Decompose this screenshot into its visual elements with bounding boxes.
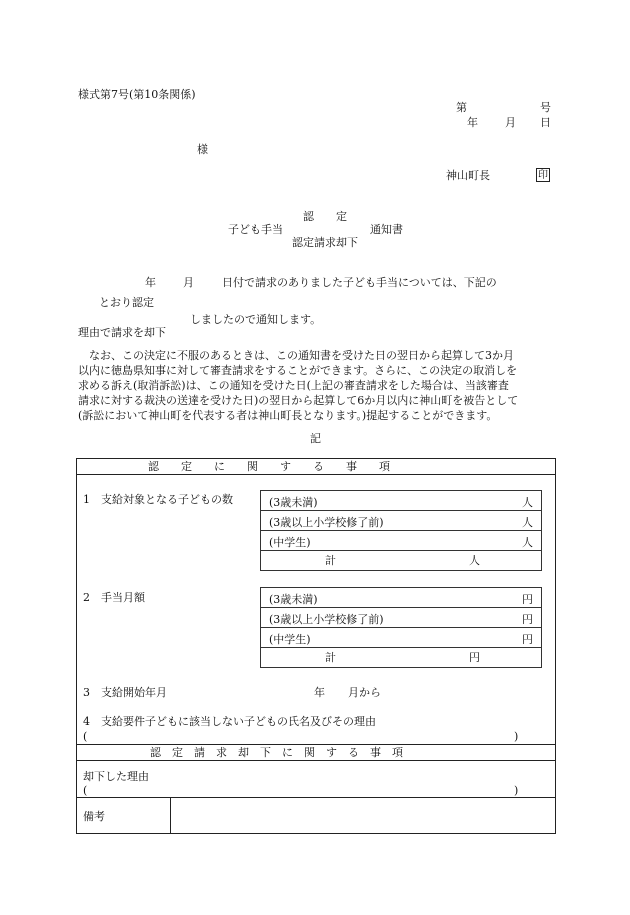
item1-row-junior-high	[260, 530, 542, 550]
number-prefix: 第	[456, 101, 467, 114]
divider	[76, 760, 556, 761]
item2-label: 2 手当月額	[83, 591, 145, 604]
item2-row-junior-high	[260, 627, 542, 647]
total-unit: 人	[469, 554, 480, 567]
title-option-approved: 認 定	[303, 210, 347, 223]
item1-row-under3	[260, 490, 542, 510]
remarks-label: 備考	[83, 810, 105, 823]
date-year: 年	[467, 116, 478, 129]
form-id: 様式第7号(第10条関係)	[78, 88, 196, 101]
notice-line-1: なお、この決定に不服のあるときは、この通知書を受けた日の翌日から起算して3か月	[78, 349, 514, 362]
addressee-suffix: 様	[197, 143, 208, 156]
notice-line-2: 以内に徳島県知事に対して審査請求をすることができます。さらに、この決定の取消しを	[78, 364, 518, 377]
ki-heading: 記	[310, 432, 321, 445]
title-prefix: 子ども手当	[228, 223, 283, 236]
divider	[76, 744, 556, 745]
body-option-approve: とおり認定	[99, 296, 154, 309]
item2-row-over3	[260, 607, 542, 627]
rejection-section-header: 認 定 請 求 却 下 に 関 す る 事 項	[150, 746, 403, 759]
number-suffix: 号	[540, 101, 551, 114]
body-option-reject: 理由で請求を却下	[78, 326, 166, 339]
row-label: (中学生)	[269, 536, 311, 549]
item4-label: 4 支給要件子どもに該当しない子どもの氏名及びその理由	[83, 715, 376, 728]
item2-row-under3	[260, 587, 542, 607]
item1-row-total	[260, 550, 542, 571]
notice-line-3: 求める訴え(取消訴訟)は、この通知を受けた日(上記の審査請求をした場合は、当該審査	[78, 379, 509, 392]
rejection-paren-close: )	[514, 784, 519, 797]
title-option-rejected: 認定請求却下	[292, 236, 358, 249]
row-label: (3歳未満)	[269, 496, 318, 509]
body-year: 年	[145, 276, 156, 289]
total-label: 計	[325, 554, 336, 567]
body-line2-tail: しましたので通知します。	[190, 313, 322, 326]
row-unit: 人	[522, 536, 533, 549]
date-month: 月	[505, 116, 516, 129]
row-label: (3歳以上小学校修了前)	[269, 516, 384, 529]
date-day: 日	[540, 116, 551, 129]
approved-section-header: 認 定 に 関 す る 事 項	[148, 460, 390, 473]
item3-label: 3 支給開始年月	[83, 686, 167, 699]
item1-row-over3	[260, 510, 542, 530]
row-unit: 人	[522, 496, 533, 509]
item3-month-from: 月から	[348, 686, 381, 699]
issuer-name: 神山町長	[446, 169, 490, 182]
seal-mark: 印	[538, 170, 548, 181]
total-unit: 円	[469, 651, 480, 664]
row-label: (3歳以上小学校修了前)	[269, 613, 384, 626]
row-unit: 人	[522, 516, 533, 529]
body-line1-tail: 日付で請求のありました子ども手当については、下記の	[222, 276, 497, 289]
row-label: (3歳未満)	[269, 593, 318, 606]
item4-paren-close: )	[514, 730, 519, 743]
item4-paren-open: (	[83, 730, 88, 743]
rejection-reason-label: 却下した理由	[83, 770, 149, 783]
item2-row-total	[260, 647, 542, 668]
total-label: 計	[325, 651, 336, 664]
item3-year: 年	[314, 686, 325, 699]
rejection-paren-open: (	[83, 784, 88, 797]
divider	[170, 797, 171, 834]
row-label: (中学生)	[269, 633, 311, 646]
title-suffix: 通知書	[370, 223, 403, 236]
row-unit: 円	[522, 593, 533, 606]
notice-line-5: (訴訟において神山町を代表する者は神山町長となります。)提起することができます。	[78, 409, 498, 422]
body-month: 月	[183, 276, 194, 289]
row-unit: 円	[522, 613, 533, 626]
notice-line-4: 請求に対する裁決の送達を受けた日)の翌日から起算して6か月以内に神山町を被告として	[78, 394, 519, 407]
row-unit: 円	[522, 633, 533, 646]
divider	[76, 474, 556, 475]
divider	[76, 797, 556, 798]
item1-label: 1 支給対象となる子どもの数	[83, 493, 233, 506]
